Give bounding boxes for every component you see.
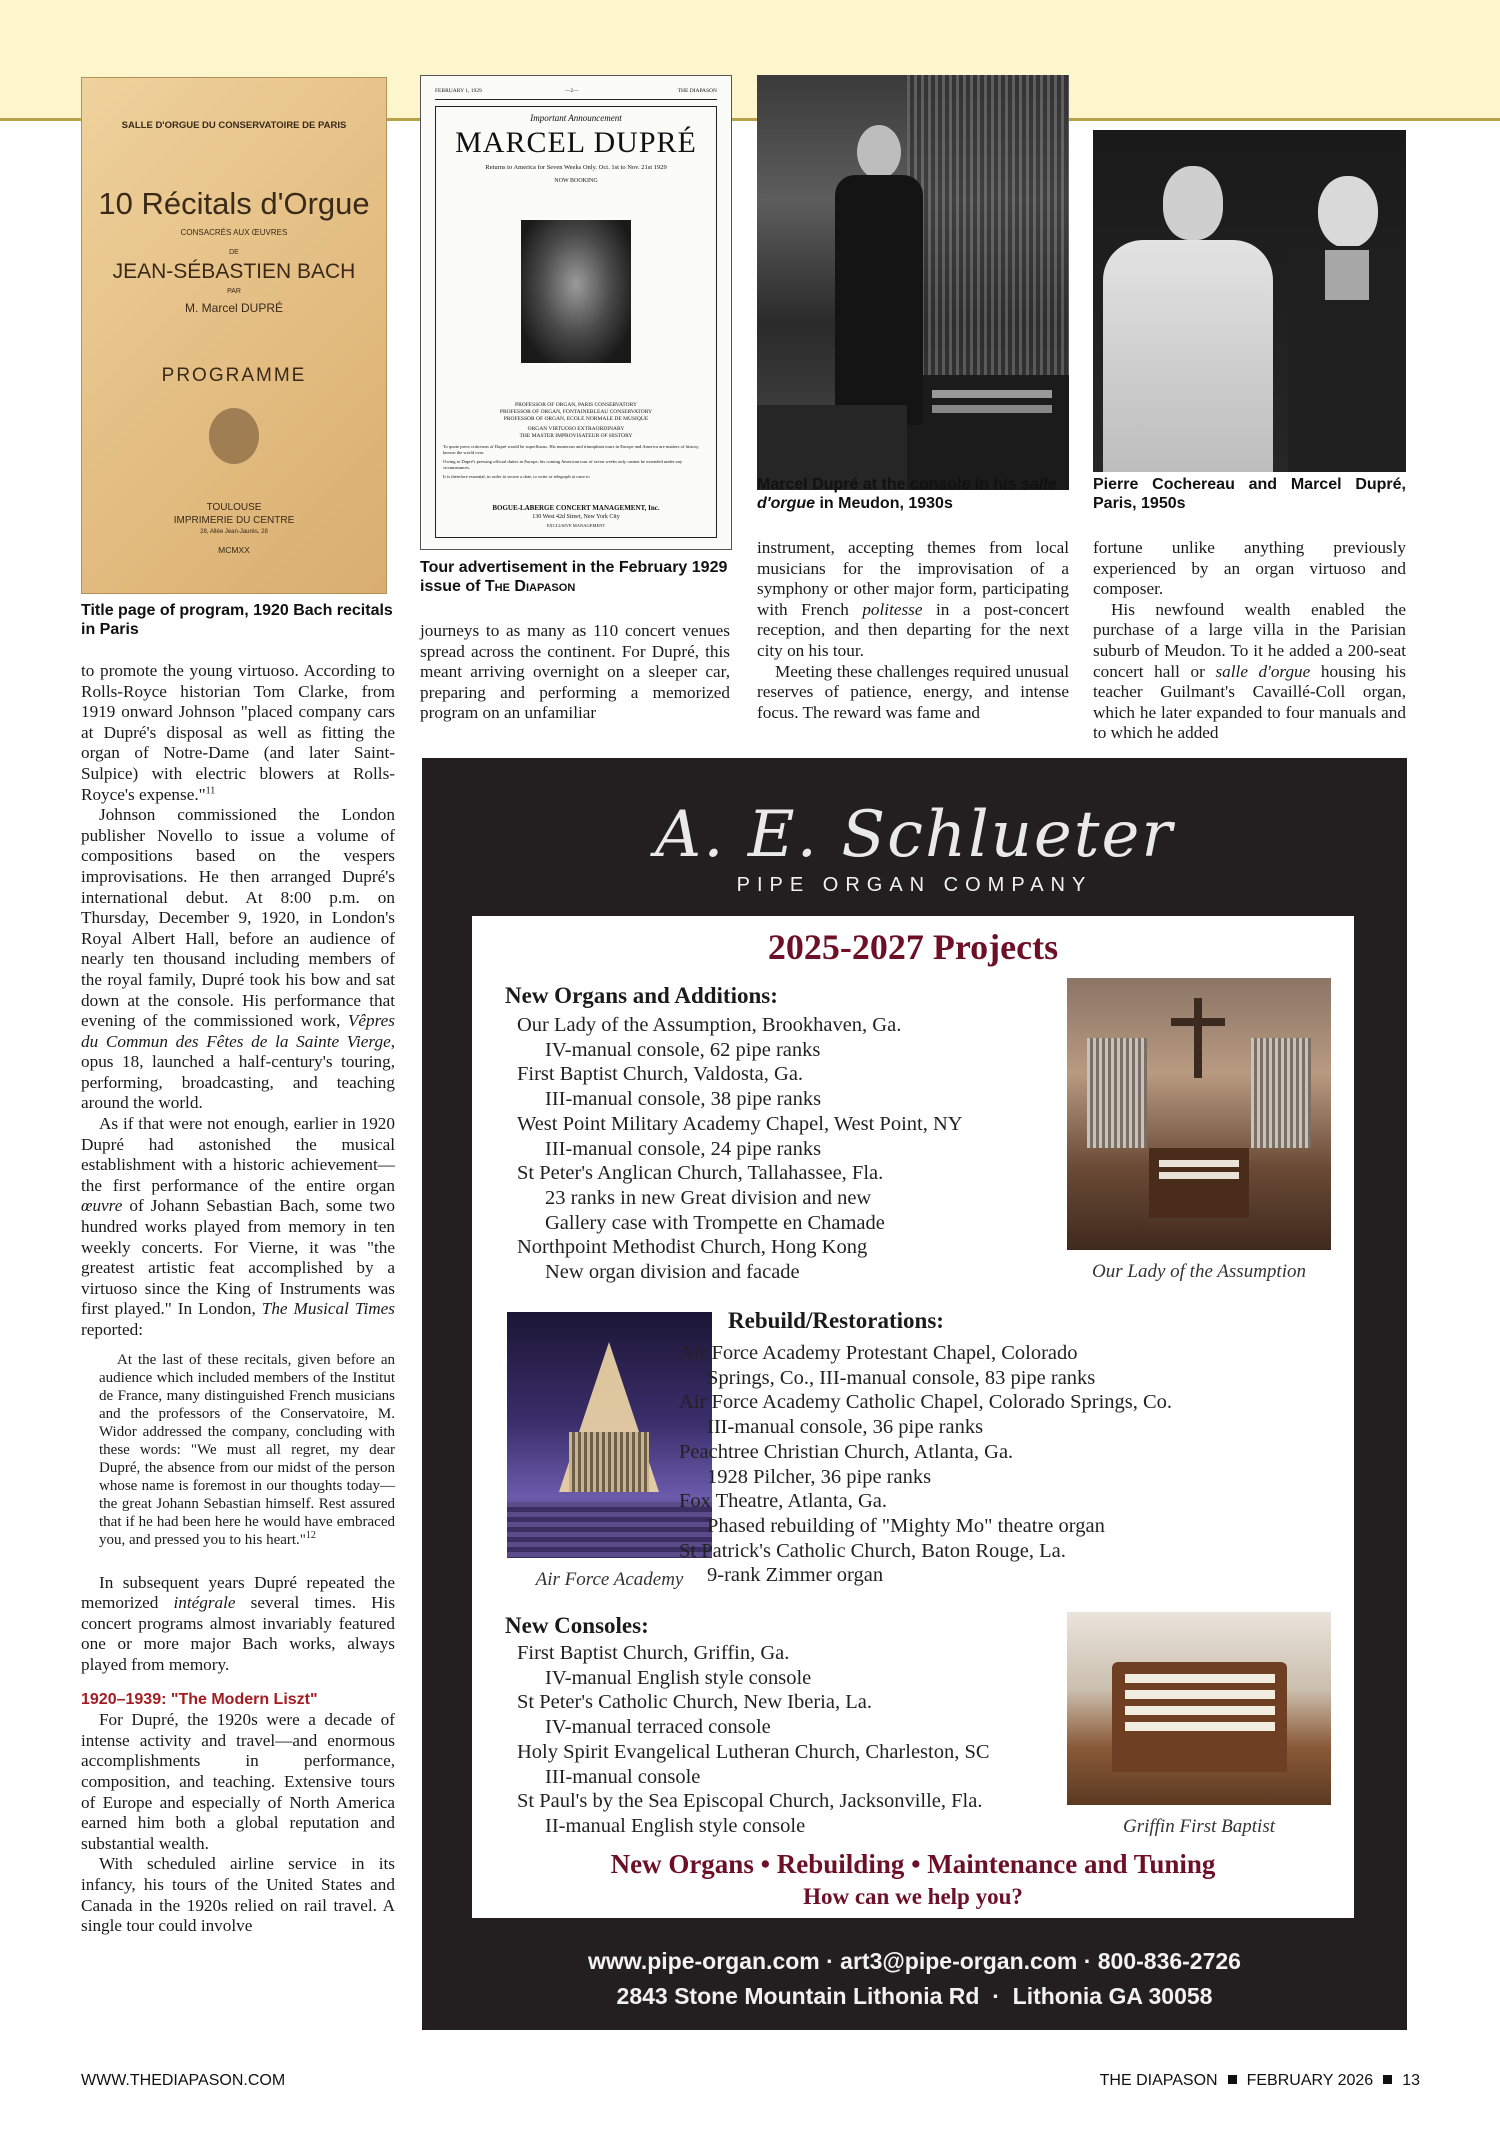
ad-list-line: Peachtree Christian Church, Atlanta, Ga. [679,1440,1014,1463]
ad-list-line: First Baptist Church, Griffin, Ga. [517,1642,790,1664]
advert-hdr-right: THE DIAPASON [677,88,717,94]
dupre-console-photo [757,75,1069,490]
section-subhead: 1920–1939: "The Modern Liszt" [81,1690,318,1708]
paragraph-text: housing his teacher Guilmant's Cavaillé-Coll organ, which he later expanded to four manuals and to which he added [1093,661,1406,743]
program-title-page-image [81,77,387,594]
program-composer: JEAN-SÉBASTIEN BACH [112,260,356,283]
work-title: Vêpres du Commun des Fêtes de la Sainte Vierge [81,1011,395,1051]
ad-list-line: First Baptist Church, Valdosta, Ga. [517,1063,804,1086]
footer-publication [1100,2072,1420,2090]
quote-text: At the last of these recitals, given before an audience which included members of the Institut de France, many distinguished French musicians and the professors of the Conservatoire, M. Widor addressed the company, concluding with these words: "We must all regret, my dear Dupré, the absence from our midst of the person whose name is foremost in our thoughts today—the great Johann Sebastian himself. Rest assured that if he had been here he would have embraced you, and pressed you to his heart." [99,1351,395,1548]
ad-list-line: 23 ranks in new Great division and new [545,1186,872,1209]
advert-excl: EXCLUSIVE MANAGEMENT [546,523,606,528]
company-name: PIPE ORGAN COMPANY [736,874,1093,896]
advert-prof1: PROFESSOR OF ORGAN, PARIS CONSERVATORY [515,402,637,408]
advert-returns: Returns to America for Seven Weeks Only. Oct. 1st to Nov. 21st 1929 [485,164,667,171]
new-consoles-heading: New Consoles: [505,1613,649,1638]
block-quote [99,1351,395,1549]
ad-list-line: Fox Theatre, Atlanta, Ga. [679,1490,887,1513]
paragraph-text: , opus 18, launched a half-century's touring, performing, broadcasting, and teaching around the world. [81,1031,395,1113]
italic-term: salle d'orgue [1215,661,1311,681]
advert-virt1: ORGAN VIRTUOSO EXTRAORDINARY [527,426,625,432]
advert-caption-magazine: The Diapason [484,578,576,595]
italic-term: œuvre [81,1196,123,1216]
advert-virt2: THE MASTER IMPROVISATEUR OF HISTORY [519,433,633,439]
article-paragraph: Meeting these challenges required unusual reserves of patience, energy, and intense focus. The reward was fame and [757,661,1069,722]
ad-list-line: West Point Military Academy Chapel, West Point, NY [517,1112,963,1135]
tour-advertisement-image [420,75,732,550]
cochereau-caption: Pierre Cochereau and Marcel Dupré, Paris, 1950s [1093,476,1406,512]
schlueter-advertisement [422,758,1407,2030]
advert-caption-text: Tour advertisement in the February 1929 issue of [420,559,728,595]
advertisement-caption [420,558,730,596]
ad-list-line: III-manual console, 24 pipe ranks [545,1137,822,1160]
publication-title: The Musical Times [261,1299,395,1319]
ad-list-line: IV-manual English style console [545,1666,812,1689]
paragraph-text: of Johann Sebastian Bach, some two hundred works played from memory in ten weekly concerts. For Vierne, it was "the greatest artistic feat accomplished by a virtuoso since the King of Instruments was first played." In London, [81,1196,395,1319]
ad-list-line: Gallery case with Trompette en Chamade [545,1211,885,1234]
advert-mgmt: BOGUE-LABERGE CONCERT MANAGEMENT, Inc. [492,504,660,512]
paragraph-text: in a post-concert reception, and then departing for the next city on his tour. [757,599,1069,660]
air-force-caption: Air Force Academy [535,1569,684,1590]
our-lady-photo [1067,978,1331,1250]
ad-list-line: St Peter's Catholic Church, New Iberia, La. [517,1691,872,1714]
advert-addr: 130 West 42d Street, New York City [532,514,620,520]
program-title: 10 Récitals d'Orgue [98,186,370,221]
ad-list-line: III-manual console, 38 pipe ranks [545,1088,822,1111]
console-caption-italic: salle d'orgue [757,476,1057,512]
footer-website: WWW.THEDIAPASON.COM [81,2072,286,2089]
program-line10: IMPRIMERIE DU CENTRE [173,515,295,526]
advert-prof2: PROFESSOR OF ORGAN, FONTAINEBLEAU CONSERVATORY [499,409,653,415]
our-lady-caption: Our Lady of the Assumption [1092,1261,1306,1282]
ad-list-line: 9-rank Zimmer organ [707,1564,884,1587]
ad-tagline: New Organs • Rebuilding • Maintenance and Tuning [610,1849,1216,1879]
program-performer: M. Marcel DUPRÉ [184,301,283,315]
article-paragraph [81,805,395,1114]
advert-announce: Important Announcement [530,113,622,123]
ad-list-line: Phased rebuilding of "Mighty Mo" theatre organ [707,1514,1105,1537]
article-column-2 [420,621,730,724]
ad-list-line: Holy Spirit Evangelical Lutheran Church, Charleston, SC [517,1740,990,1763]
advert-prof3: PROFESSOR OF ORGAN, ECOLE NORMALE DE MUSIQUE [503,416,649,422]
projects-panel [472,916,1354,1918]
advert-name: MARCEL DUPRÉ [455,126,697,159]
ad-list-line: Air Force Academy Catholic Chapel, Colorado Springs, Co. [679,1391,1173,1414]
ad-list-line: III-manual console, 36 pipe ranks [707,1416,984,1439]
article-paragraph: journeys to as many as 110 concert venues spread across the continent. For Dupré, this meant arriving overnight on a sleeper car, preparing and performing a memorized program on an unfamiliar [420,621,730,723]
article-column-3 [757,538,1069,723]
advert-para1: To quote press criticisms of Dupré would be superfluous. His numerous and triumphant tours in Europe and America are matters of history, known the world over. [443,444,700,455]
italic-term: politesse [862,599,923,619]
article-paragraph: For Dupré, the 1920s were a decade of intense activity and travel—and enormous accomplishments in performance, composition, and teaching. Extensive tours of Europe and especially of North America earned him both a global reputation and substantial wealth. [81,1710,395,1853]
ad-list-line: Northpoint Methodist Church, Hong Kong [517,1236,868,1259]
advert-hdr-left: FEBRUARY 1, 1929 [435,88,482,94]
program-caption: Title page of program, 1920 Bach recitals in Paris [81,602,393,638]
advert-hdr-mid: —2— [565,88,579,94]
article-paragraph: fortune unlike anything previously experienced by an organ virtuoso and composer. [1093,538,1406,599]
program-line1: SALLE D'ORGUE DU CONSERVATOIRE DE PARIS [121,120,347,131]
paragraph-text: to promote the young virtuoso. According to Rolls-Royce historian Tom Clarke, from 1919 onward Johnson "placed company cars at Dupré's disposal as well as fitting the organ of Notre-Dame (and later Saint-Sulpice) with electric blowers at Rolls-Royce's expense." [81,661,395,804]
new-organs-heading: New Organs and Additions: [505,983,778,1008]
advert-booking: NOW BOOKING [554,178,598,184]
article-paragraph [1093,600,1406,744]
article-column-1 [81,661,395,1937]
ad-list-line: III-manual console [545,1765,701,1788]
paragraph-text: Johnson commissioned the London publisher Novello to issue a volume of compositions based on the vespers improvisations. He then arranged Dupré's international debut. At 8:00 p.m. on Thursday, December 9, 1920, in London's Royal Albert Hall, before an audience of nearly ten thousand including members of the royal family, Dupré took his bow and sat down at the console. His performance that evening of the commissioned work, [81,805,395,1031]
paragraph-text: As if that were not enough, earlier in 1920 Dupré had astonished the musical establishment with a historic achievement—the first performance of the entire organ [81,1114,395,1195]
ad-list-line: IV-manual console, 62 pipe ranks [545,1038,821,1061]
ad-help-line: How can we help you? [803,1884,1023,1909]
paragraph-text: In subsequent years Dupré repeated the memorized [81,1572,395,1613]
square-bullet-icon [1383,2075,1392,2084]
ad-contact-line: www.pipe-organ.com · art3@pipe-organ.com · 800-836-2726 [588,1948,1241,1974]
program-line11: 28, Allée Jean-Jaurès, 28 [200,529,268,535]
footnote-ref: 12 [305,1529,316,1541]
ad-list-line: Our Lady of the Assumption, Brookhaven, Ga. [517,1014,902,1036]
ad-list-line: 1928 Pilcher, 36 pipe ranks [707,1465,932,1488]
article-paragraph [757,538,1069,662]
paragraph-text: instrument, accepting themes from local musicians for the improvisation of a symphony or other major form, participating with French [757,538,1069,619]
ad-list-line: II-manual English style console [545,1814,806,1837]
ad-list-line: St Patrick's Catholic Church, Baton Rouge, La. [679,1539,1066,1562]
footnote-ref: 11 [205,784,216,796]
footer-issue: FEBRUARY 2026 [1246,2072,1374,2089]
ad-list-line: St Paul's by the Sea Episcopal Church, Jacksonville, Fla. [517,1790,983,1813]
program-line12: MCMXX [218,545,250,555]
projects-title: 2025-2027 Projects [767,927,1059,967]
program-programme: PROGRAMME [161,365,307,386]
article-paragraph: With scheduled airline service in its infancy, his tours of the United States and Canada in the 1920s relied on rail travel. A single tour could involve [81,1854,395,1936]
program-line3: CONSACRÉS AUX ŒUVRES [180,228,288,237]
griffin-console-photo [1067,1612,1331,1805]
console-caption [757,475,1069,513]
program-line4: DE [229,249,239,256]
program-line9: TOULOUSE [206,502,262,513]
paragraph-text: reported: [81,1320,144,1339]
ad-list-line: St Peter's Anglican Church, Tallahassee, Fla. [517,1162,884,1185]
page-number: 13 [1402,2072,1420,2089]
program-line6: PAR [227,288,241,295]
paragraph-text: His newfound wealth enabled the purchase of a large villa in the Parisian suburb of Meudon. To it he added a 200-seat concert hall or [1093,599,1406,681]
square-bullet-icon [1228,2075,1237,2084]
ad-address-line: 2843 Stone Mountain Lithonia Rd · Lithonia GA 30058 [616,1983,1213,2009]
cochereau-dupre-photo [1093,130,1406,472]
ad-list-line: Air Force Academy Protestant Chapel, Colorado [679,1342,1078,1364]
article-paragraph [81,1114,395,1341]
dupre-portrait [521,220,631,363]
advert-para3: It is therefore essential, in order to secure a date, to write or telegraph at once to [443,474,590,479]
schlueter-logo: A. E. Schlueter [655,798,1174,872]
article-paragraph [81,661,395,805]
program-emblem [209,408,259,464]
rebuild-heading: Rebuild/Restorations: [728,1308,944,1333]
advert-para2: Owing to Dupré's pressing official duties in Europe, his coming American tour of seven weeks only cannot be extended under any circumstances. [443,459,683,470]
console-caption-end: in Meudon, 1930s [815,495,953,512]
italic-term: intégrale [173,1593,236,1613]
paragraph-text: several times. His concert programs almost invariably featured one or more major Bach works, always played from memory. [81,1593,396,1674]
article-paragraph [81,1573,395,1676]
ad-list-line: Springs, Co., III-manual console, 83 pipe ranks [707,1366,1096,1389]
ad-list-line: IV-manual terraced console [545,1716,771,1739]
article-column-4 [1093,538,1406,744]
ad-list-line: New organ division and facade [545,1261,800,1283]
griffin-caption: Griffin First Baptist [1122,1816,1276,1837]
console-caption-text: Marcel Dupré at the console in his [757,476,1022,493]
footer-magazine: THE DIAPASON [1099,2072,1218,2089]
